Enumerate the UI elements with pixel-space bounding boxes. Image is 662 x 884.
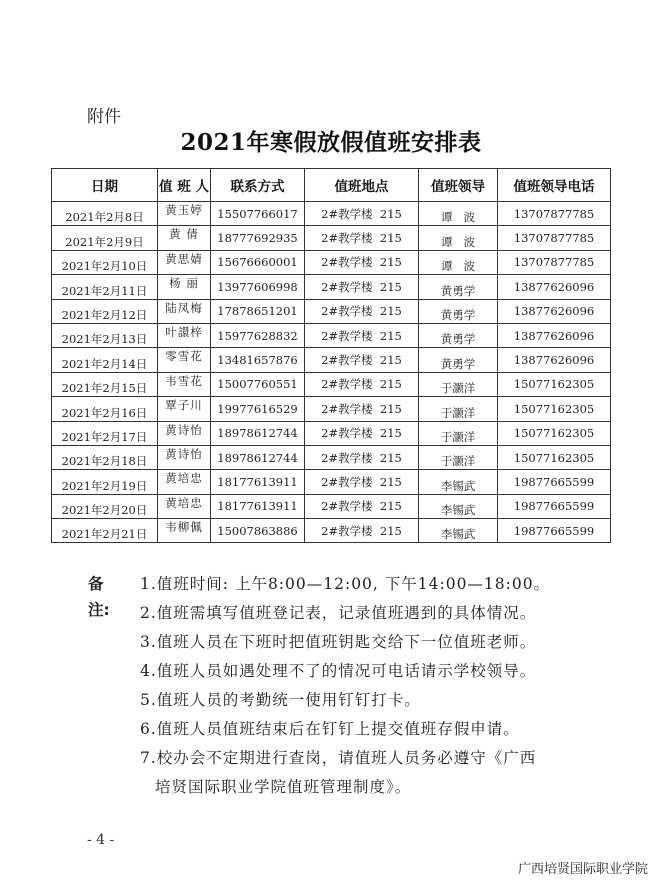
- cell-contact: 17878651201: [211, 299, 305, 323]
- header-contact: 联系方式: [211, 169, 305, 202]
- table-row: [52, 202, 611, 226]
- cell-staff: 零雪花: [158, 348, 211, 372]
- cell-leader-phone: 13707877785: [498, 202, 611, 226]
- cell-date: 2021年2月9日: [52, 226, 158, 250]
- cell-staff: 杨 丽: [158, 275, 211, 299]
- cell-contact: 18777692935: [211, 226, 305, 250]
- cell-leader: 黄勇学: [419, 323, 498, 347]
- note-item: 3.值班人员在下班时把值班钥匙交给下一位值班老师。: [140, 633, 537, 651]
- table-row: [52, 397, 611, 421]
- table-row: [52, 250, 611, 274]
- cell-contact: 19977616529: [211, 397, 305, 421]
- table-header-row: [52, 169, 611, 202]
- cell-date: 2021年2月16日: [52, 397, 158, 421]
- table-row: [52, 226, 611, 250]
- cell-leader: 谭 波: [419, 226, 498, 250]
- note-item: 5.值班人员的考勤统一使用钉钉打卡。: [140, 691, 421, 709]
- table-row: [52, 323, 611, 347]
- cell-location: 2#教学楼 215: [305, 275, 419, 299]
- attachment-label: 附件: [87, 107, 121, 127]
- cell-location: 2#教学楼 215: [305, 397, 419, 421]
- note-item-continuation: 培贤国际职业学院值班管理制度》。: [155, 778, 412, 796]
- cell-contact: 13977606998: [211, 275, 305, 299]
- cell-leader: 李锡武: [419, 494, 498, 518]
- table-row: [52, 275, 611, 299]
- cell-location: 2#教学楼 215: [305, 445, 419, 469]
- cell-location: 2#教学楼 215: [305, 226, 419, 250]
- cell-staff: 黄培忠: [158, 494, 211, 518]
- document-title: 2021年寒假放假值班安排表: [180, 129, 482, 156]
- cell-leader: 于灏洋: [419, 445, 498, 469]
- cell-leader-phone: 15077162305: [498, 397, 611, 421]
- cell-date: 2021年2月15日: [52, 372, 158, 396]
- cell-date: 2021年2月10日: [52, 250, 158, 274]
- cell-staff: 叶譞梓: [158, 323, 211, 347]
- cell-date: 2021年2月12日: [52, 299, 158, 323]
- cell-leader: 于灏洋: [419, 397, 498, 421]
- cell-date: 2021年2月18日: [52, 445, 158, 469]
- cell-location: 2#教学楼 215: [305, 494, 419, 518]
- table-row: [52, 299, 611, 323]
- cell-leader: 于灏洋: [419, 421, 498, 445]
- cell-staff: 黄思婧: [158, 250, 211, 274]
- cell-leader-phone: 13877626096: [498, 299, 611, 323]
- cell-leader: 黄勇学: [419, 275, 498, 299]
- cell-leader-phone: 19877665599: [498, 494, 611, 518]
- cell-leader: 李锡武: [419, 519, 498, 543]
- page-number: - 4 -: [87, 832, 115, 848]
- cell-location: 2#教学楼 215: [305, 250, 419, 274]
- cell-date: 2021年2月13日: [52, 323, 158, 347]
- cell-date: 2021年2月8日: [52, 202, 158, 226]
- cell-contact: 15977628832: [211, 323, 305, 347]
- cell-staff: 黄诗怡: [158, 445, 211, 469]
- cell-leader-phone: 15077162305: [498, 421, 611, 445]
- table-row: [52, 470, 611, 494]
- cell-contact: 15676660001: [211, 250, 305, 274]
- cell-date: 2021年2月21日: [52, 519, 158, 543]
- cell-staff: 韦柳佩: [158, 519, 211, 543]
- note-item: 7.校办会不定期进行查岗，请值班人员务必遵守《广西: [140, 749, 537, 767]
- cell-location: 2#教学楼 215: [305, 470, 419, 494]
- cell-leader: 李锡武: [419, 470, 498, 494]
- cell-location: 2#教学楼 215: [305, 372, 419, 396]
- cell-staff: 陆凤梅: [158, 299, 211, 323]
- cell-date: 2021年2月20日: [52, 494, 158, 518]
- header-leader-phone: 值班领导电话: [498, 169, 611, 202]
- cell-leader-phone: 19877665599: [498, 470, 611, 494]
- cell-location: 2#教学楼 215: [305, 323, 419, 347]
- table-row: [52, 372, 611, 396]
- cell-staff: 黄诗怡: [158, 421, 211, 445]
- cell-staff: 覃子川: [158, 397, 211, 421]
- cell-leader-phone: 19877665599: [498, 519, 611, 543]
- cell-leader-phone: 13707877785: [498, 226, 611, 250]
- cell-leader-phone: 13707877785: [498, 250, 611, 274]
- cell-leader: 黄勇学: [419, 348, 498, 372]
- cell-contact: 15007863886: [211, 519, 305, 543]
- cell-contact: 15007760551: [211, 372, 305, 396]
- cell-leader-phone: 13877626096: [498, 275, 611, 299]
- note-item: 1.值班时间: 上午8:00—12:00, 下午14:00—18:00。: [140, 575, 551, 593]
- table-row: [52, 519, 611, 543]
- cell-staff: 黄 倩: [158, 226, 211, 250]
- header-staff: 值 班 人: [158, 169, 211, 202]
- cell-contact: 13481657876: [211, 348, 305, 372]
- cell-date: 2021年2月14日: [52, 348, 158, 372]
- header-date: 日期: [52, 169, 158, 202]
- cell-location: 2#教学楼 215: [305, 202, 419, 226]
- cell-date: 2021年2月19日: [52, 470, 158, 494]
- cell-staff: 黄玉婷: [158, 202, 211, 226]
- cell-date: 2021年2月11日: [52, 275, 158, 299]
- cell-leader-phone: 15077162305: [498, 372, 611, 396]
- cell-leader: 谭 波: [419, 250, 498, 274]
- cell-location: 2#教学楼 215: [305, 299, 419, 323]
- cell-contact: 18177613911: [211, 494, 305, 518]
- cell-contact: 18978612744: [211, 445, 305, 469]
- cell-staff: 韦雪花: [158, 372, 211, 396]
- organization-name: 广西培贤国际职业学院: [517, 862, 648, 877]
- header-leader: 值班领导: [419, 169, 498, 202]
- header-location: 值班地点: [305, 169, 419, 202]
- cell-location: 2#教学楼 215: [305, 519, 419, 543]
- cell-leader-phone: 15077162305: [498, 445, 611, 469]
- cell-leader: 于灏洋: [419, 372, 498, 396]
- table-row: [52, 494, 611, 518]
- cell-leader-phone: 13877626096: [498, 323, 611, 347]
- table-row: [52, 421, 611, 445]
- cell-date: 2021年2月17日: [52, 421, 158, 445]
- duty-schedule-table: [51, 168, 611, 543]
- cell-contact: 18177613911: [211, 470, 305, 494]
- cell-staff: 黄培忠: [158, 470, 211, 494]
- cell-contact: 18978612744: [211, 421, 305, 445]
- table-row: [52, 445, 611, 469]
- table-row: [52, 348, 611, 372]
- cell-leader-phone: 13877626096: [498, 348, 611, 372]
- cell-location: 2#教学楼 215: [305, 421, 419, 445]
- cell-leader: 黄勇学: [419, 299, 498, 323]
- note-item: 6.值班人员值班结束后在钉钉上提交值班存假申请。: [140, 720, 520, 738]
- cell-leader: 谭 波: [419, 202, 498, 226]
- cell-contact: 15507766017: [211, 202, 305, 226]
- note-item: 4.值班人员如遇处理不了的情况可电话请示学校领导。: [140, 662, 537, 680]
- note-item: 2.值班需填写值班登记表，记录值班遇到的具体情况。: [140, 604, 537, 622]
- notes-label: 备注:: [88, 575, 110, 619]
- cell-location: 2#教学楼 215: [305, 348, 419, 372]
